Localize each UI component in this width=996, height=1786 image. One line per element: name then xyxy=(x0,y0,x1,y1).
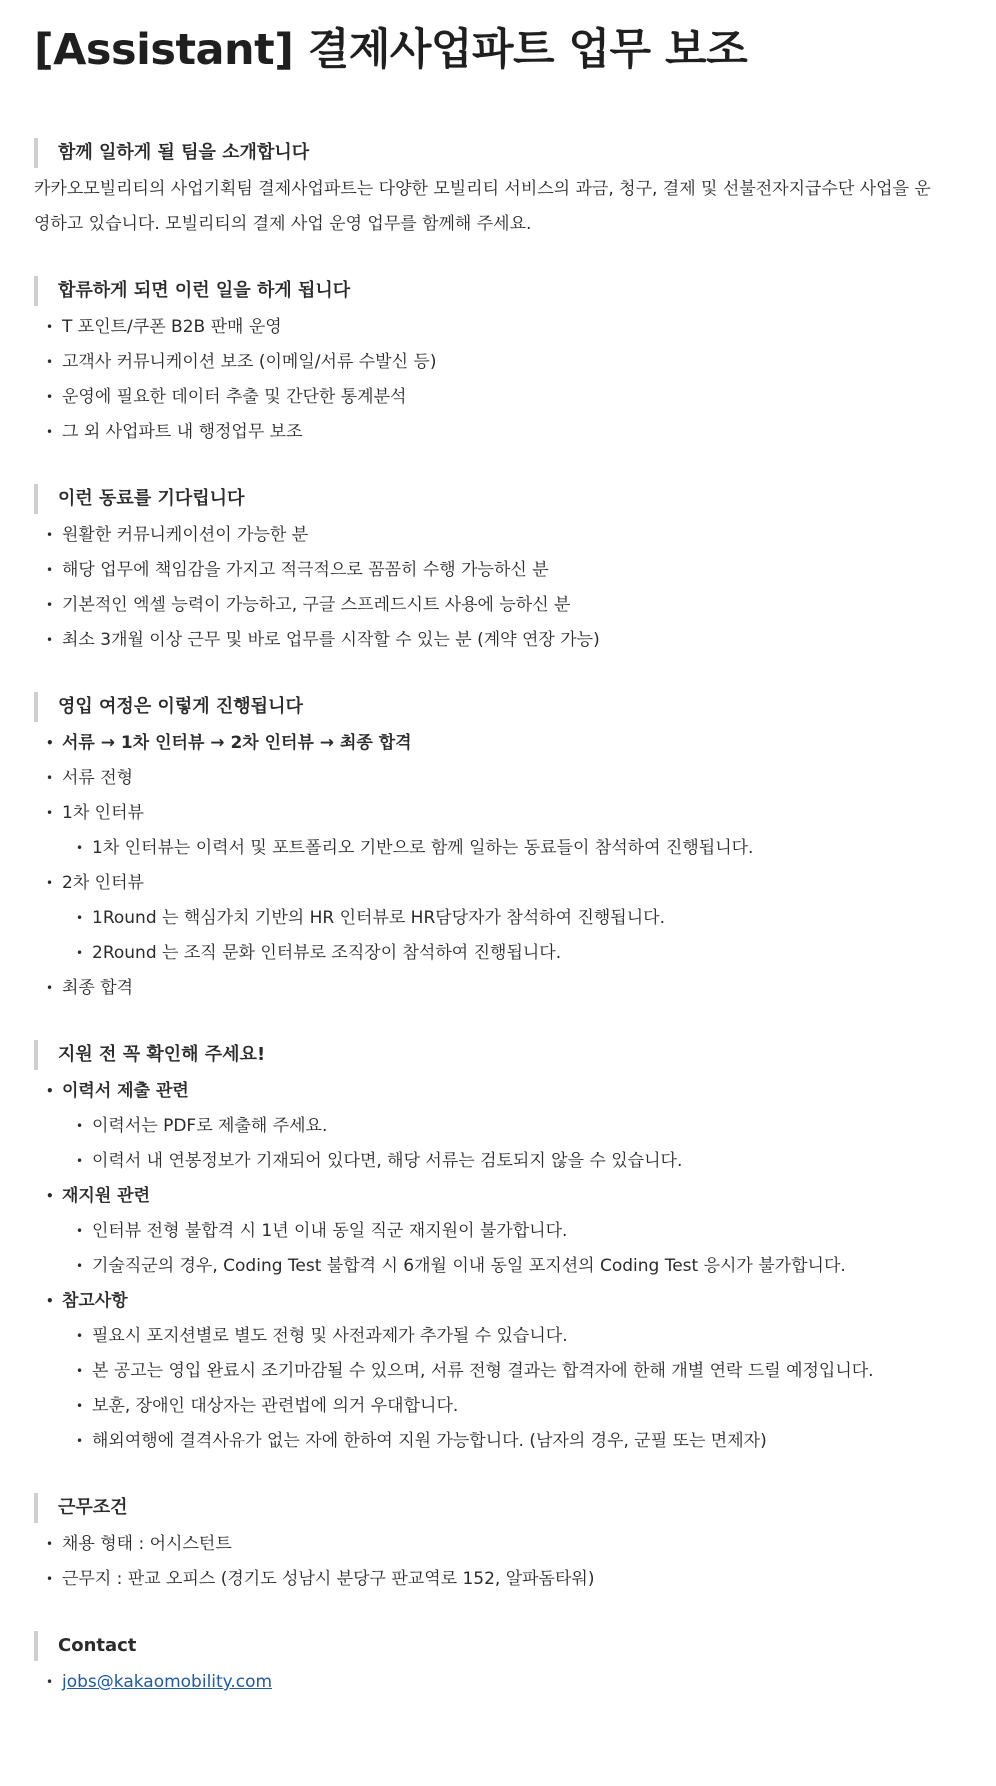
list-item: • 채용 형태 : 어시스턴트 xyxy=(34,1527,962,1562)
sub-list-item: • 인터뷰 전형 불합격 시 1년 이내 동일 직군 재지원이 불가합니다. xyxy=(34,1214,962,1249)
work-list xyxy=(34,310,962,450)
list-item: • 최종 합격 xyxy=(34,971,962,1006)
section-heading: 이런 동료를 기다립니다 xyxy=(34,484,962,514)
section-heading: 지원 전 꼭 확인해 주세요! xyxy=(34,1040,962,1070)
section-heading: 근무조건 xyxy=(34,1493,962,1523)
team-description-line-1: 카카오모빌리티의 사업기획팀 결제사업파트는 다양한 모빌리티 서비스의 과금, 청구, 결제 및 선불전자지급수단 사업을 운 xyxy=(34,179,931,199)
list-item: • T 포인트/쿠폰 B2B 판매 운영 xyxy=(34,310,962,345)
sub-list-item: • 이력서 내 연봉정보가 기재되어 있다면, 해당 서류는 검토되지 않을 수 있습니다. xyxy=(34,1144,962,1179)
section-check xyxy=(34,1040,962,1459)
section-heading: Contact xyxy=(34,1631,962,1661)
list-item: • 2차 인터뷰 xyxy=(34,866,962,901)
page-title: [Assistant] 결제사업파트 업무 보조 xyxy=(34,25,748,75)
process-flow: • 서류 → 1차 인터뷰 → 2차 인터뷰 → 최종 합격 xyxy=(34,726,962,761)
list-item-title: • 이력서 제출 관련 xyxy=(34,1074,962,1109)
list-item: • 근무지 : 판교 오피스 (경기도 성남시 분당구 판교역로 152, 알파돔타워) xyxy=(34,1562,962,1597)
section-people xyxy=(34,484,962,658)
sub-list-item: • 1차 인터뷰는 이력서 및 포트폴리오 기반으로 함께 일하는 동료들이 참석하여 진행됩니다. xyxy=(34,831,962,866)
list-item: • 원활한 커뮤니케이션이 가능한 분 xyxy=(34,518,962,553)
list-item: • 그 외 사업파트 내 행정업무 보조 xyxy=(34,415,962,450)
list-item: • 최소 3개월 이상 근무 및 바로 업무를 시작할 수 있는 분 (계약 연장 가능) xyxy=(34,623,962,658)
section-team xyxy=(34,138,962,242)
section-heading: 영입 여정은 이렇게 진행됩니다 xyxy=(34,692,962,722)
conditions-list xyxy=(34,1527,962,1597)
list-item: • 1차 인터뷰 xyxy=(34,796,962,831)
section-conditions xyxy=(34,1493,962,1597)
list-item: • 운영에 필요한 데이터 추출 및 간단한 통계분석 xyxy=(34,380,962,415)
list-item-title: • 참고사항 xyxy=(34,1284,962,1319)
section-process xyxy=(34,692,962,1006)
sub-list-item: • 해외여행에 결격사유가 없는 자에 한하여 지원 가능합니다. (남자의 경우, 군필 또는 면제자) xyxy=(34,1424,962,1459)
process-list xyxy=(34,726,962,1006)
list-item xyxy=(34,1665,962,1700)
list-item: • 서류 전형 xyxy=(34,761,962,796)
sub-list-item: • 필요시 포지션별로 별도 전형 및 사전과제가 추가될 수 있습니다. xyxy=(34,1319,962,1354)
sub-list-item: • 1Round 는 핵심가치 기반의 HR 인터뷰로 HR담당자가 참석하여 진행됩니다. xyxy=(34,901,962,936)
section-work xyxy=(34,276,962,450)
check-list xyxy=(34,1074,962,1459)
sub-list-item: • 기술직군의 경우, Coding Test 불합격 시 6개월 이내 동일 포지션의 Coding Test 응시가 불가합니다. xyxy=(34,1249,962,1284)
list-item-title: • 재지원 관련 xyxy=(34,1179,962,1214)
contact-email-link[interactable]: jobs@kakaomobility.com xyxy=(62,1672,273,1692)
team-description-line-2: 영하고 있습니다. 모빌리티의 결제 사업 운영 업무를 함께해 주세요. xyxy=(34,214,532,234)
list-item: • 고객사 커뮤니케이션 보조 (이메일/서류 수발신 등) xyxy=(34,345,962,380)
section-contact xyxy=(34,1631,962,1700)
sub-list-item: • 2Round 는 조직 문화 인터뷰로 조직장이 참석하여 진행됩니다. xyxy=(34,936,962,971)
list-item: • 기본적인 엑셀 능력이 가능하고, 구글 스프레드시트 사용에 능하신 분 xyxy=(34,588,962,623)
list-item: • 해당 업무에 책임감을 가지고 적극적으로 꼼꼼히 수행 가능하신 분 xyxy=(34,553,962,588)
section-heading: 함께 일하게 될 팀을 소개합니다 xyxy=(34,138,962,168)
sub-list-item: • 이력서는 PDF로 제출해 주세요. xyxy=(34,1109,962,1144)
section-heading: 합류하게 되면 이런 일을 하게 됩니다 xyxy=(34,276,962,306)
contact-list xyxy=(34,1665,962,1700)
sub-list-item: • 보훈, 장애인 대상자는 관련법에 의거 우대합니다. xyxy=(34,1389,962,1424)
people-list xyxy=(34,518,962,658)
sub-list-item: • 본 공고는 영입 완료시 조기마감될 수 있으며, 서류 전형 결과는 합격자에 한해 개별 연락 드릴 예정입니다. xyxy=(34,1354,962,1389)
